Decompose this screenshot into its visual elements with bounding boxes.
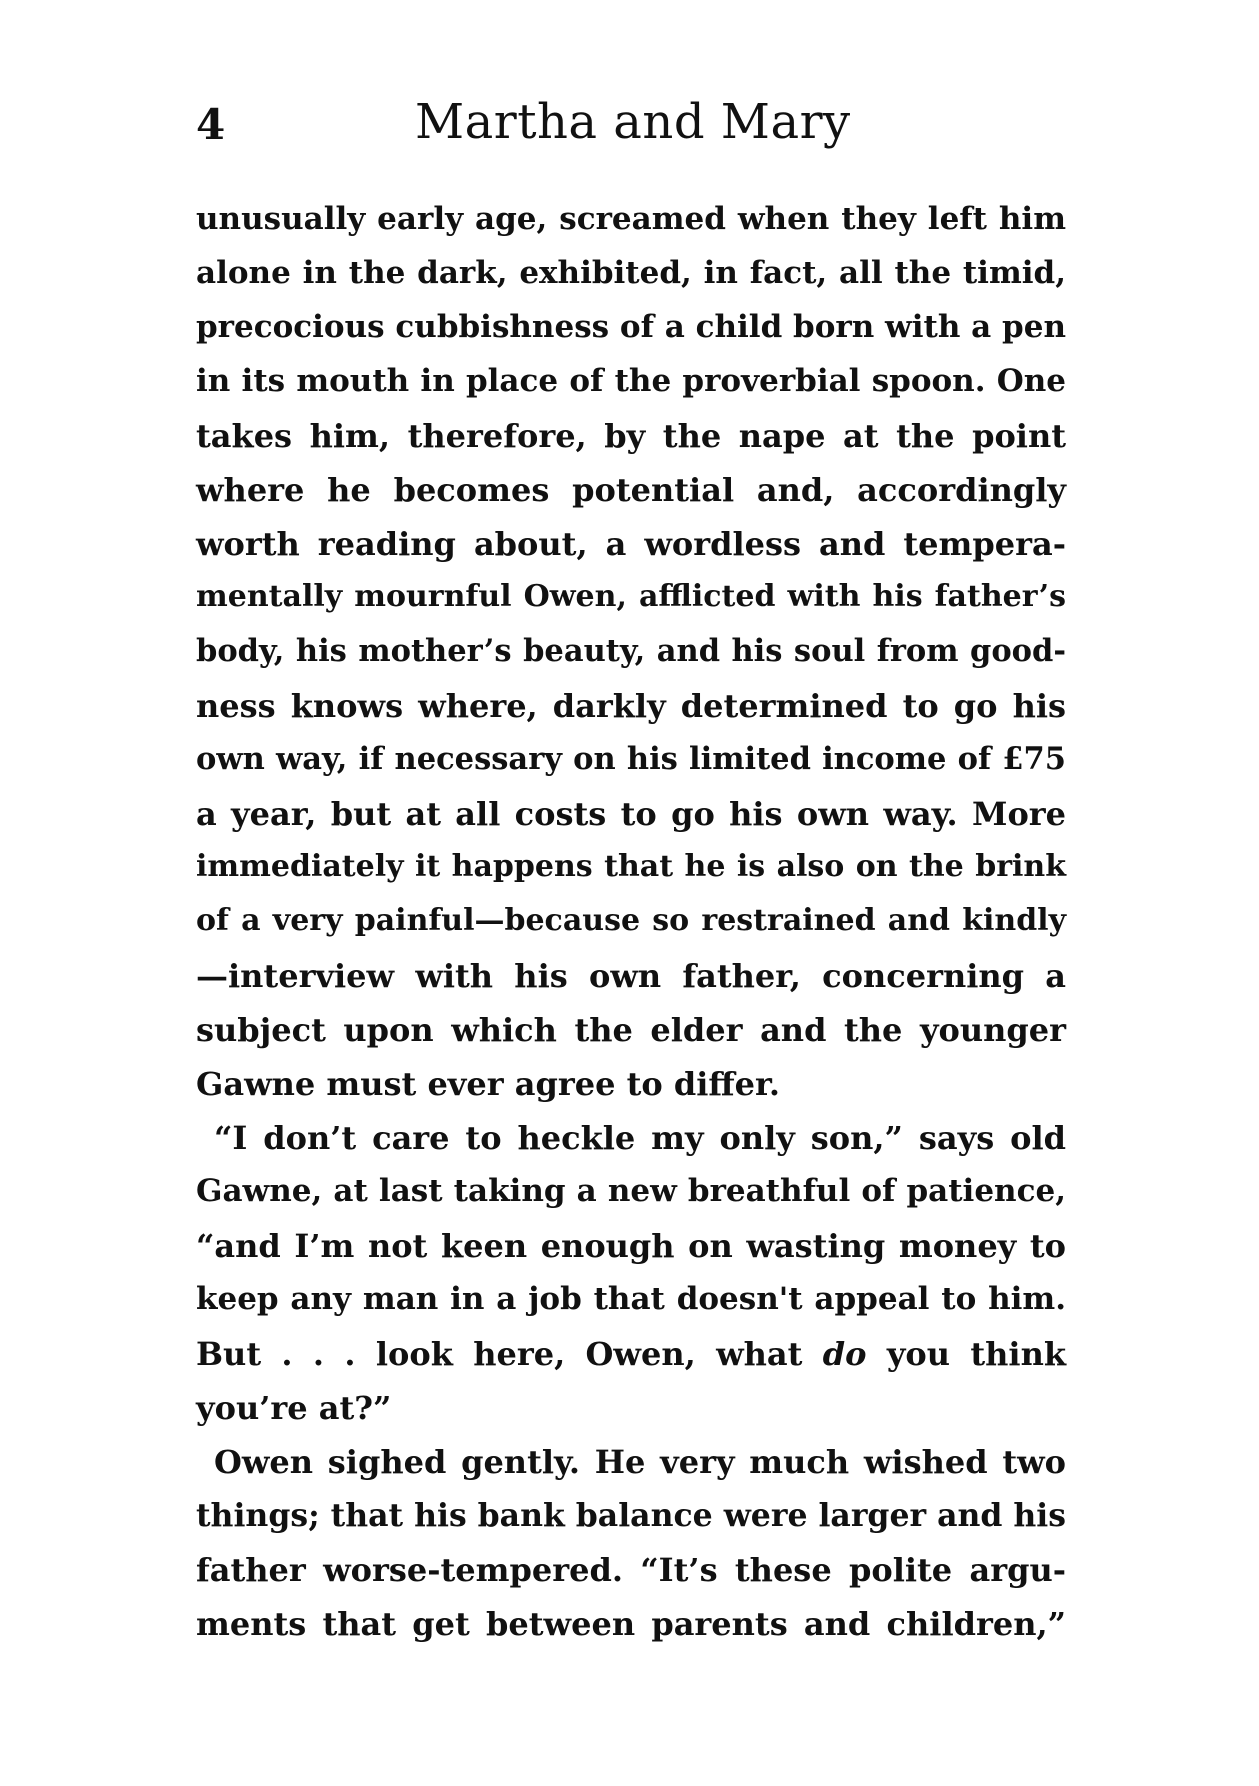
text-line: where he becomes potential and, accordingly [196, 471, 1066, 509]
text-line: “and I’m not keen enough on wasting money to [196, 1227, 1066, 1265]
text-line: mentally mournful Owen, afflicted with his father’s [196, 579, 1066, 614]
text-segment: But . . . look here, Owen, what [196, 1335, 803, 1373]
italic-emphasis: do [822, 1335, 867, 1373]
text-line: a year, but at all costs to go his own way. More [196, 795, 1066, 833]
text-line: of a very painful—because so restrained and kindly [196, 903, 1066, 938]
text-line: Owen sighed gently. He very much wished two [214, 1443, 1066, 1481]
text-line: unusually early age, screamed when they left him [196, 201, 1066, 237]
text-line: father worse-tempered. “It’s these polite argu- [196, 1551, 1066, 1589]
text-segment: you think [886, 1335, 1067, 1373]
text-line: ments that get between parents and children,” [196, 1605, 1066, 1643]
text-line: worth reading about, a wordless and tempera- [196, 525, 1066, 563]
text-line: body, his mother’s beauty, and his soul from good- [196, 633, 1066, 669]
running-title: Martha and Mary [415, 94, 851, 150]
text-line: —interview with his own father, concerning a [196, 957, 1066, 995]
text-line: things; that his bank balance were larger and his [196, 1497, 1066, 1534]
text-line: keep any man in a job that doesn't appeal to him. [196, 1281, 1066, 1317]
text-line: alone in the dark, exhibited, in fact, all the timid, [196, 255, 1066, 291]
text-line: takes him, therefore, by the nape at the point [196, 417, 1066, 455]
paragraph-end-line: Gawne must ever agree to differ. [196, 1065, 781, 1103]
text-line: Gawne, at last taking a new breathful of patience, [196, 1173, 1066, 1209]
text-line: “I don’t care to heckle my only son,” says old [214, 1119, 1066, 1157]
text-line: subject upon which the elder and the younger [196, 1011, 1066, 1049]
page-number: 4 [196, 100, 226, 149]
text-line: precocious cubbishness of a child born with a pen [196, 309, 1066, 345]
paragraph-end-line: you’re at?” [196, 1389, 392, 1427]
text-line: in its mouth in place of the proverbial spoon. One [196, 363, 1066, 399]
text-line: own way, if necessary on his limited income of £75 [196, 741, 1066, 777]
text-line: immediately it happens that he is also on the brink [196, 849, 1066, 884]
text-line-with-emphasis [196, 1335, 1067, 1392]
page-body [196, 201, 1067, 1662]
text-line: ness knows where, darkly determined to go his [196, 687, 1066, 725]
